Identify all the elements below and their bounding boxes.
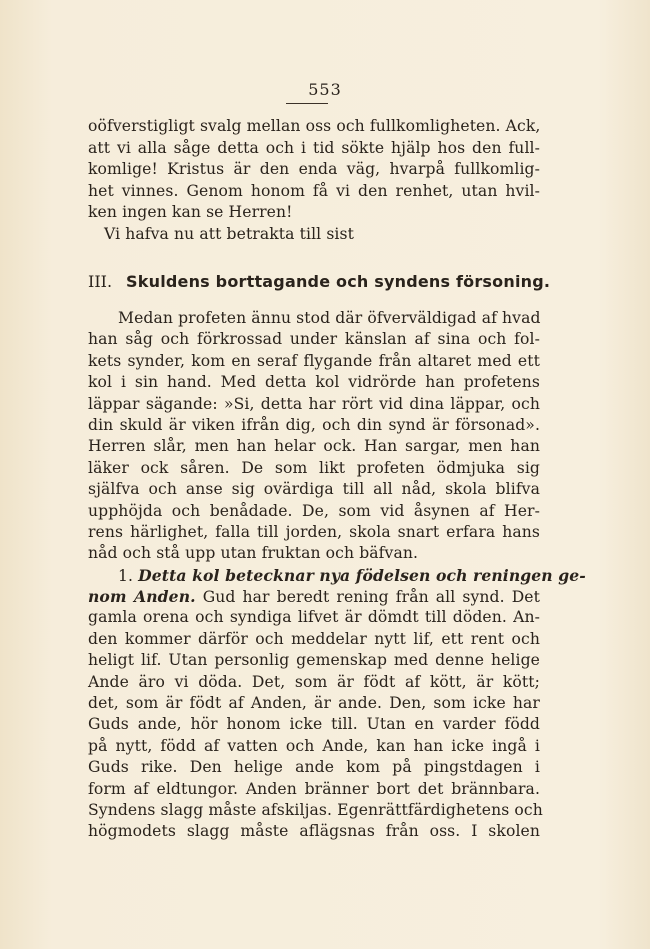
text-line: Guds ande, hör honom icke till. Utan en varder född bbox=[88, 715, 540, 734]
point-text: Gud har beredt rening från all synd. Det bbox=[202, 588, 540, 607]
text-line: själfva och anse sig ovärdiga till all nåd, skola blifva bbox=[88, 480, 540, 499]
text-line: upphöjda och benådade. De, som vid åsynen af Her- bbox=[88, 501, 540, 520]
text-line: rens härlighet, falla till jorden, skola snart erfara hans bbox=[88, 522, 540, 541]
text-line: den kommer därför och meddelar nytt lif, ett rent och bbox=[88, 629, 540, 648]
text-line: han såg och förkrossad under känslan af sina och fol- bbox=[88, 330, 540, 349]
text-line: läppar sägande: »Si, detta har rört vid dina läppar, och bbox=[88, 394, 540, 413]
section-numeral: III. bbox=[88, 272, 113, 291]
text-line: Ande äro vi döda. Det, som är födt af kött, är kött; bbox=[88, 672, 540, 691]
text-line: Herren slår, men han helar ock. Han sargar, men han bbox=[88, 437, 540, 456]
text-line: din skuld är viken ifrån dig, och din synd är försonad». bbox=[88, 415, 540, 434]
text-line: ken ingen kan se Herren! bbox=[88, 203, 293, 221]
text-line: högmodets slagg måste aflägsnas från oss. I skolen bbox=[88, 822, 540, 841]
text-line: Guds rike. Den helige ande kom på pingstdagen i bbox=[88, 758, 540, 777]
text-line: på nytt, född af vatten och Ande, kan han icke ingå i bbox=[88, 736, 540, 755]
text-line: Syndens slagg måste afskiljas. Egenrättfärdighetens och bbox=[88, 800, 543, 819]
point-title: Detta kol betecknar nya födelsen och reningen ge- bbox=[138, 565, 586, 585]
opening-paragraph bbox=[88, 116, 540, 245]
text-line: heligt lif. Utan personlig gemenskap med denne helige bbox=[88, 651, 540, 670]
page-number-rule bbox=[286, 103, 328, 104]
text-line: Vi hafva nu att betrakta till sist bbox=[104, 224, 354, 243]
page-number: 553 bbox=[308, 80, 342, 99]
text-line: kol i sin hand. Med detta kol vidrörde han profetens bbox=[88, 373, 540, 392]
text-line: oöfverstigligt svalg mellan oss och fullkomligheten. Ack, bbox=[88, 117, 541, 135]
text-line: Medan profeten ännu stod där öfverväldigad af hvad bbox=[118, 309, 541, 327]
text-line: kets synder, kom en seraf flygande från altaret med ett bbox=[88, 351, 540, 370]
section-heading bbox=[88, 272, 551, 291]
point-1-title-line bbox=[88, 565, 586, 586]
point-title-cont: nom Anden. bbox=[88, 587, 196, 607]
text-line: komlige! Kristus är den enda väg, hvarpå fullkomlig- bbox=[88, 160, 540, 178]
text-line: att vi alla såge detta och i tid sökte hjälp hos den full- bbox=[88, 138, 540, 157]
text-line: form af eldtungor. Anden bränner bort det brännbara. bbox=[88, 779, 540, 798]
text-line: het vinnes. Genom honom få vi den renhet, utan hvil- bbox=[88, 181, 540, 200]
text-line: det, som är födt af Anden, är ande. Den, som icke har bbox=[88, 694, 540, 713]
body-paragraphs bbox=[88, 308, 586, 843]
text-line: läker ock såren. De som likt profeten ödmjuka sig bbox=[88, 458, 540, 477]
point-number: 1. bbox=[118, 566, 134, 585]
text-line: gamla orena och syndiga lifvet är dömdt till döden. An- bbox=[88, 608, 540, 627]
text-line bbox=[88, 586, 540, 607]
section-title: Skuldens borttagande och syndens försoning. bbox=[126, 272, 551, 291]
text-line: nåd och stå upp utan fruktan och bäfvan. bbox=[88, 544, 419, 563]
